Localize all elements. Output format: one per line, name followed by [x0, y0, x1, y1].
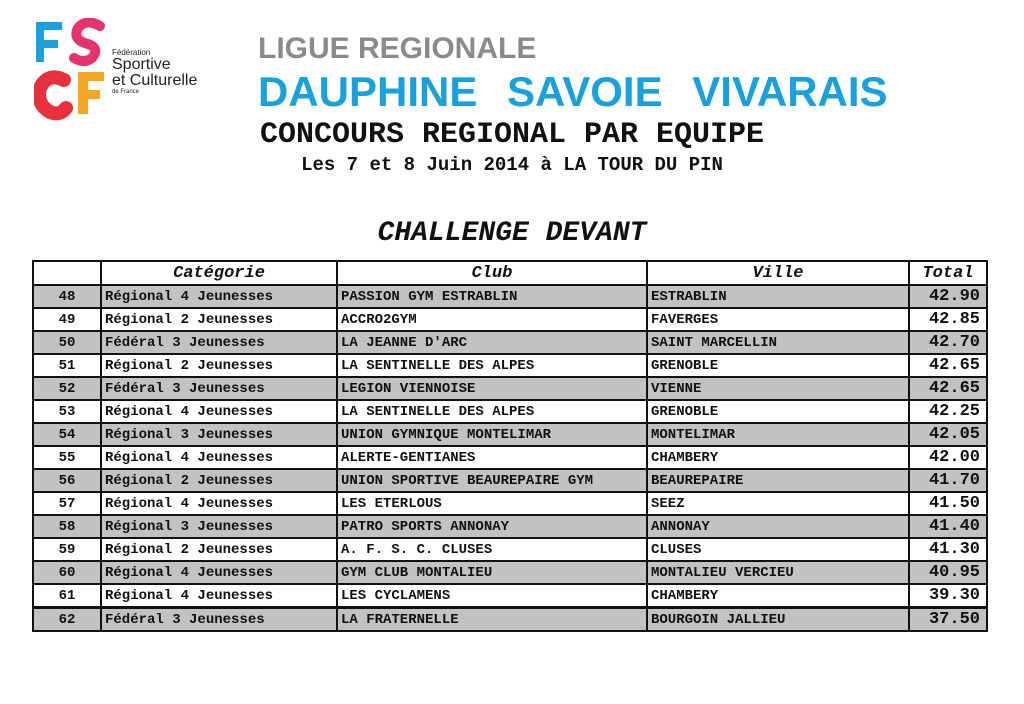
cell-club: LA SENTINELLE DES ALPES — [337, 400, 647, 423]
cell-ville: CHAMBERY — [647, 446, 909, 469]
logo-s-shape — [74, 22, 100, 61]
cell-ville: VIENNE — [647, 377, 909, 400]
cell-ville: CLUSES — [647, 538, 909, 561]
cell-categorie: Régional 4 Jeunesses — [101, 285, 337, 308]
logo-line-sportive: Sportive — [112, 56, 171, 73]
cell-club: LEGION VIENNOISE — [337, 377, 647, 400]
cell-categorie: Régional 4 Jeunesses — [101, 584, 337, 608]
col-header-ville: Ville — [647, 261, 909, 285]
table-row — [33, 492, 987, 515]
col-header-categorie: Catégorie — [101, 261, 337, 285]
cell-categorie: Régional 2 Jeunesses — [101, 308, 337, 331]
cell-categorie: Régional 4 Jeunesses — [101, 492, 337, 515]
cell-categorie: Régional 4 Jeunesses — [101, 561, 337, 584]
table-row — [33, 354, 987, 377]
cell-ville: ANNONAY — [647, 515, 909, 538]
cell-rank: 62 — [33, 608, 101, 632]
cell-total: 41.70 — [909, 469, 987, 492]
logo-c-shape — [39, 77, 66, 113]
cell-rank: 48 — [33, 285, 101, 308]
event-dates: Les 7 et 8 Juin 2014 à LA TOUR DU PIN — [301, 154, 723, 176]
cell-total: 42.90 — [909, 285, 987, 308]
cell-categorie: Fédéral 3 Jeunesses — [101, 608, 337, 632]
cell-rank: 60 — [33, 561, 101, 584]
concours-title: CONCOURS REGIONAL PAR EQUIPE — [259, 118, 765, 152]
cell-total: 41.40 — [909, 515, 987, 538]
cell-club: ACCRO2GYM — [337, 308, 647, 331]
table-row — [33, 308, 987, 331]
cell-categorie: Fédéral 3 Jeunesses — [101, 377, 337, 400]
results-table — [32, 260, 988, 632]
cell-categorie: Fédéral 3 Jeunesses — [101, 331, 337, 354]
cell-ville: ESTRABLIN — [647, 285, 909, 308]
cell-club: LA FRATERNELLE — [337, 608, 647, 632]
cell-club: LES ETERLOUS — [337, 492, 647, 515]
cell-categorie: Régional 4 Jeunesses — [101, 400, 337, 423]
logo-f-mid — [36, 40, 58, 48]
cell-ville: MONTALIEU VERCIEU — [647, 561, 909, 584]
cell-club: ALERTE-GENTIANES — [337, 446, 647, 469]
cell-club: LA SENTINELLE DES ALPES — [337, 354, 647, 377]
table-row — [33, 469, 987, 492]
cell-club: PASSION GYM ESTRABLIN — [337, 285, 647, 308]
cell-total: 37.50 — [909, 608, 987, 632]
cell-rank: 56 — [33, 469, 101, 492]
cell-total: 42.00 — [909, 446, 987, 469]
cell-rank: 59 — [33, 538, 101, 561]
cell-categorie: Régional 2 Jeunesses — [101, 538, 337, 561]
cell-rank: 53 — [33, 400, 101, 423]
cell-categorie: Régional 2 Jeunesses — [101, 354, 337, 377]
cell-total: 40.95 — [909, 561, 987, 584]
cell-total: 41.50 — [909, 492, 987, 515]
table-row — [33, 515, 987, 538]
cell-ville: MONTELIMAR — [647, 423, 909, 446]
cell-club: UNION SPORTIVE BEAUREPAIRE GYM — [337, 469, 647, 492]
cell-categorie: Régional 3 Jeunesses — [101, 423, 337, 446]
cell-rank: 54 — [33, 423, 101, 446]
logo-line-culturelle: et Culturelle — [112, 72, 198, 89]
cell-ville: FAVERGES — [647, 308, 909, 331]
cell-total: 42.65 — [909, 354, 987, 377]
cell-club: LA JEANNE D'ARC — [337, 331, 647, 354]
cell-ville: GRENOBLE — [647, 400, 909, 423]
table-row — [33, 446, 987, 469]
table-row — [33, 377, 987, 400]
logo-line-france: de France — [112, 89, 140, 95]
cell-total: 42.25 — [909, 400, 987, 423]
cell-rank: 57 — [33, 492, 101, 515]
cell-club: LES CYCLAMENS — [337, 584, 647, 608]
cell-total: 39.30 — [909, 584, 987, 608]
cell-total: 42.70 — [909, 331, 987, 354]
cell-ville: SEEZ — [647, 492, 909, 515]
table-row — [33, 608, 987, 632]
cell-rank: 58 — [33, 515, 101, 538]
table-row — [33, 561, 987, 584]
table-row — [33, 331, 987, 354]
table-row — [33, 285, 987, 308]
ligue-title: LIGUE REGIONALE — [258, 32, 537, 65]
cell-total: 42.85 — [909, 308, 987, 331]
table-header-row — [33, 261, 987, 285]
logo-f2-mid — [78, 90, 100, 99]
cell-ville: SAINT MARCELLIN — [647, 331, 909, 354]
cell-club: UNION GYMNIQUE MONTELIMAR — [337, 423, 647, 446]
cell-ville: CHAMBERY — [647, 584, 909, 608]
region-title: DAUPHINE SAVOIE VIVARAIS — [258, 68, 888, 115]
table-row — [33, 400, 987, 423]
cell-rank: 49 — [33, 308, 101, 331]
cell-rank: 61 — [33, 584, 101, 608]
cell-total: 42.65 — [909, 377, 987, 400]
cell-ville: BOURGOIN JALLIEU — [647, 608, 909, 632]
section-title: CHALLENGE DEVANT — [377, 218, 647, 249]
cell-rank: 50 — [33, 331, 101, 354]
cell-total: 42.05 — [909, 423, 987, 446]
logo-line-federation: Fédération — [112, 48, 151, 57]
cell-club: PATRO SPORTS ANNONAY — [337, 515, 647, 538]
cell-rank: 55 — [33, 446, 101, 469]
cell-total: 41.30 — [909, 538, 987, 561]
logo-text — [112, 48, 197, 95]
cell-club: A. F. S. C. CLUSES — [337, 538, 647, 561]
table-row — [33, 423, 987, 446]
col-header-rank — [33, 261, 101, 285]
table-row — [33, 584, 987, 608]
cell-rank: 52 — [33, 377, 101, 400]
cell-club: GYM CLUB MONTALIEU — [337, 561, 647, 584]
col-header-total: Total — [909, 261, 987, 285]
cell-ville: BEAUREPAIRE — [647, 469, 909, 492]
cell-categorie: Régional 2 Jeunesses — [101, 469, 337, 492]
col-header-club: Club — [337, 261, 647, 285]
cell-ville: GRENOBLE — [647, 354, 909, 377]
table-row — [33, 538, 987, 561]
cell-categorie: Régional 4 Jeunesses — [101, 446, 337, 469]
cell-rank: 51 — [33, 354, 101, 377]
cell-categorie: Régional 3 Jeunesses — [101, 515, 337, 538]
